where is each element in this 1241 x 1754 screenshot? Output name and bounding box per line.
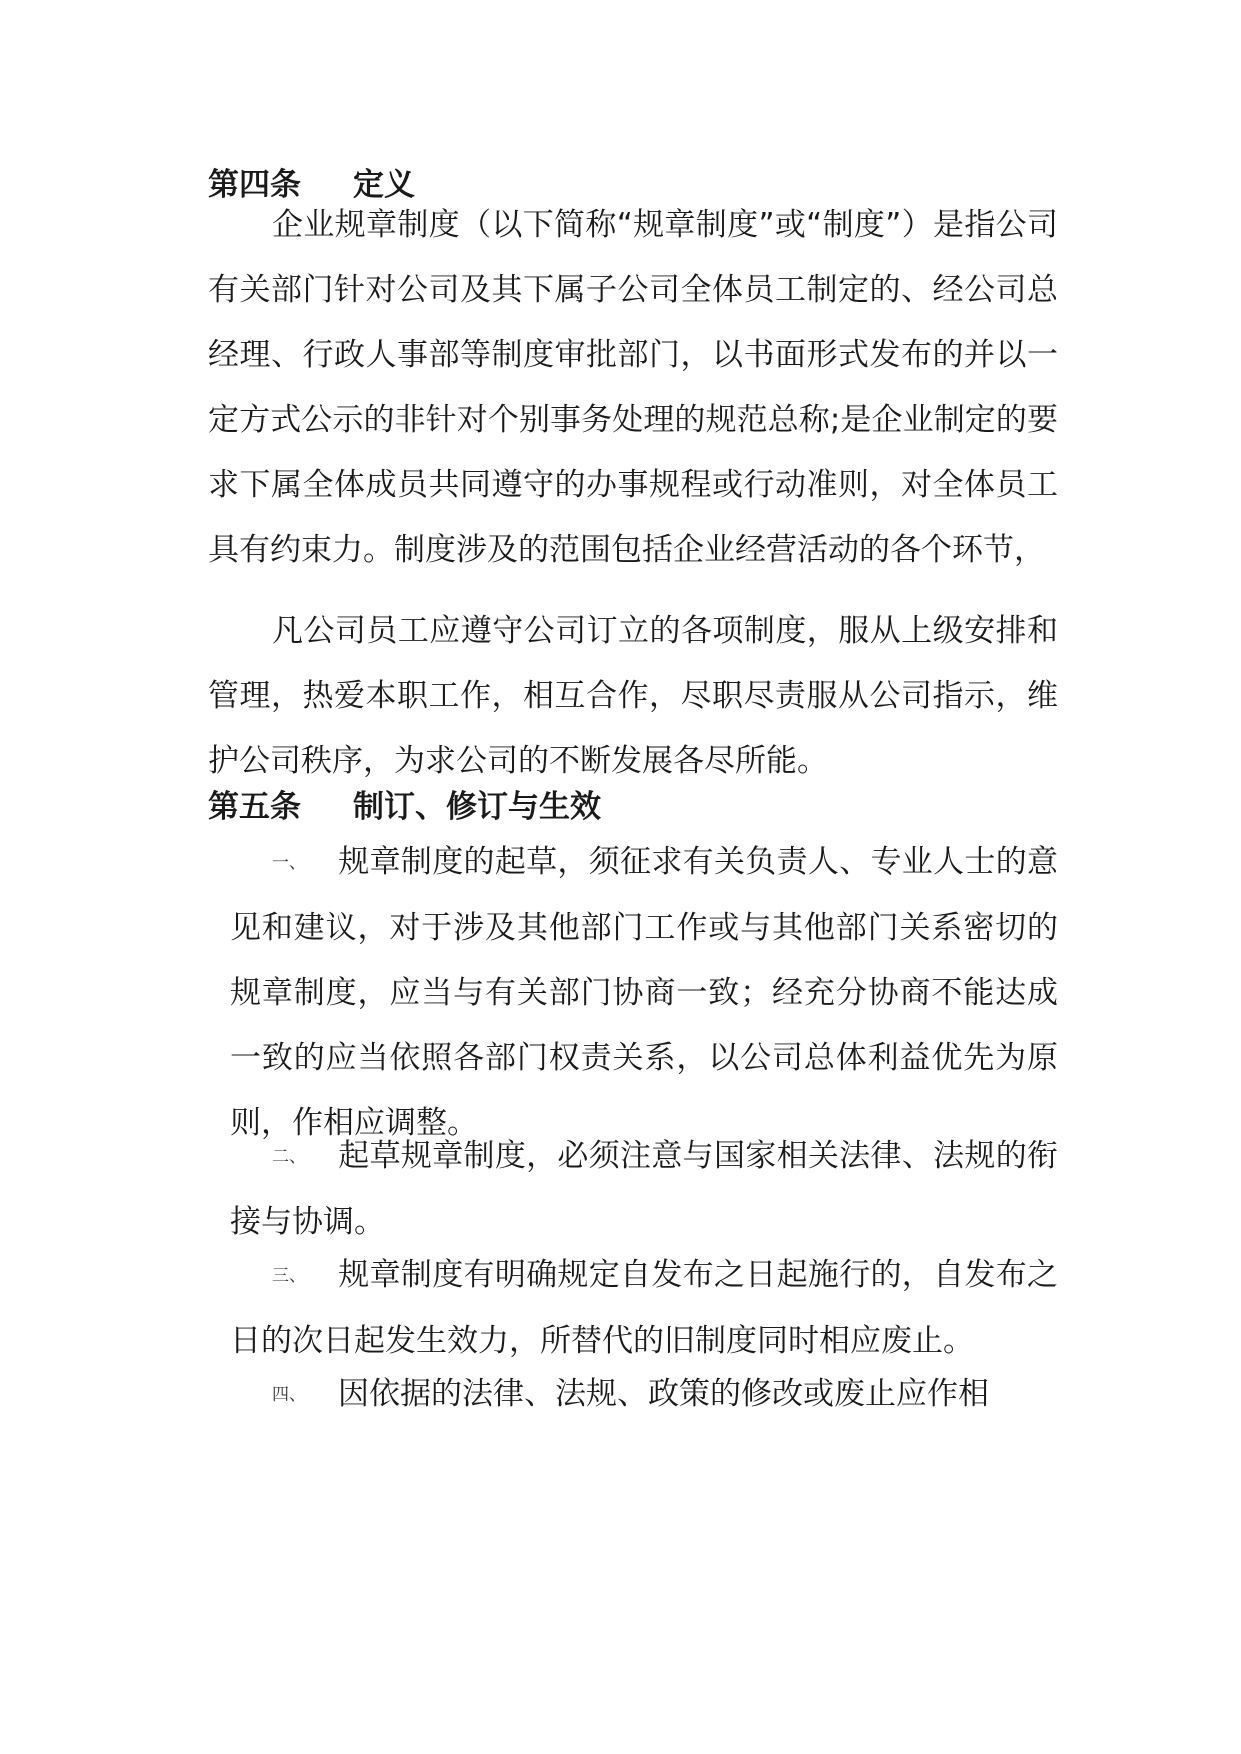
- item-2-text: 起草规章制度，必须注意与国家相关法律、法规的衔接与协调。: [230, 1138, 1058, 1240]
- article-4-paragraph-1: 企业规章制度（以下简称“规章制度”或“制度”）是指公司有关部门针对公司及其下属子公司全体员工制定的、经公司总经理、行政人事部等制度审批部门，以书面形式发布的并以一定方式公示的非针对个别事务处理的规范总称;是企业制定的要求下属全体成员共同遵守的办事规程或行动准则，对全体员工具有约束力。制度涉及的范围包括企业经营活动的各个环节，: [208, 207, 1058, 568]
- item-4-text: 因依据的法律、法规、政策的修改或废止应作相: [338, 1376, 989, 1412]
- article-5-item-3: [230, 1243, 1058, 1374]
- article-4-title: 定义: [353, 167, 415, 203]
- article-4-paragraph-2: 凡公司员工应遵守公司订立的各项制度，服从上级安排和管理，热爱本职工作，相互合作，尽职尽责服从公司指示，维护公司秩序，为求公司的不断发展各尽所能。: [208, 613, 1058, 779]
- article-5-item-4: [230, 1362, 1058, 1428]
- article-5-heading: [208, 787, 601, 827]
- article-4-number: 第四条: [208, 167, 301, 203]
- article-5-title: 制订、修订与生效: [353, 789, 601, 825]
- item-1-text: 规章制度的起草，须征求有关负责人、专业人士的意见和建议，对于涉及其他部门工作或与其他部门关系密切的规章制度，应当与有关部门协商一致；经充分协商不能达成一致的应当依照各部门权责关系，以公司总体利益优先为原则，作相应调整。: [230, 844, 1058, 1141]
- item-3-text: 规章制度有明确规定自发布之日起施行的，自发布之日的次日起发生效力，所替代的旧制度同时相应废止。: [230, 1257, 1058, 1359]
- article-5-item-1: [230, 830, 1058, 1156]
- item-2-number: 二、: [272, 1147, 306, 1167]
- item-1-number: 一、: [272, 853, 306, 873]
- item-3-number: 三、: [272, 1266, 306, 1286]
- item-4-number: 四、: [272, 1385, 306, 1405]
- article-5-number: 第五条: [208, 789, 301, 825]
- article-5-item-2: [230, 1124, 1058, 1255]
